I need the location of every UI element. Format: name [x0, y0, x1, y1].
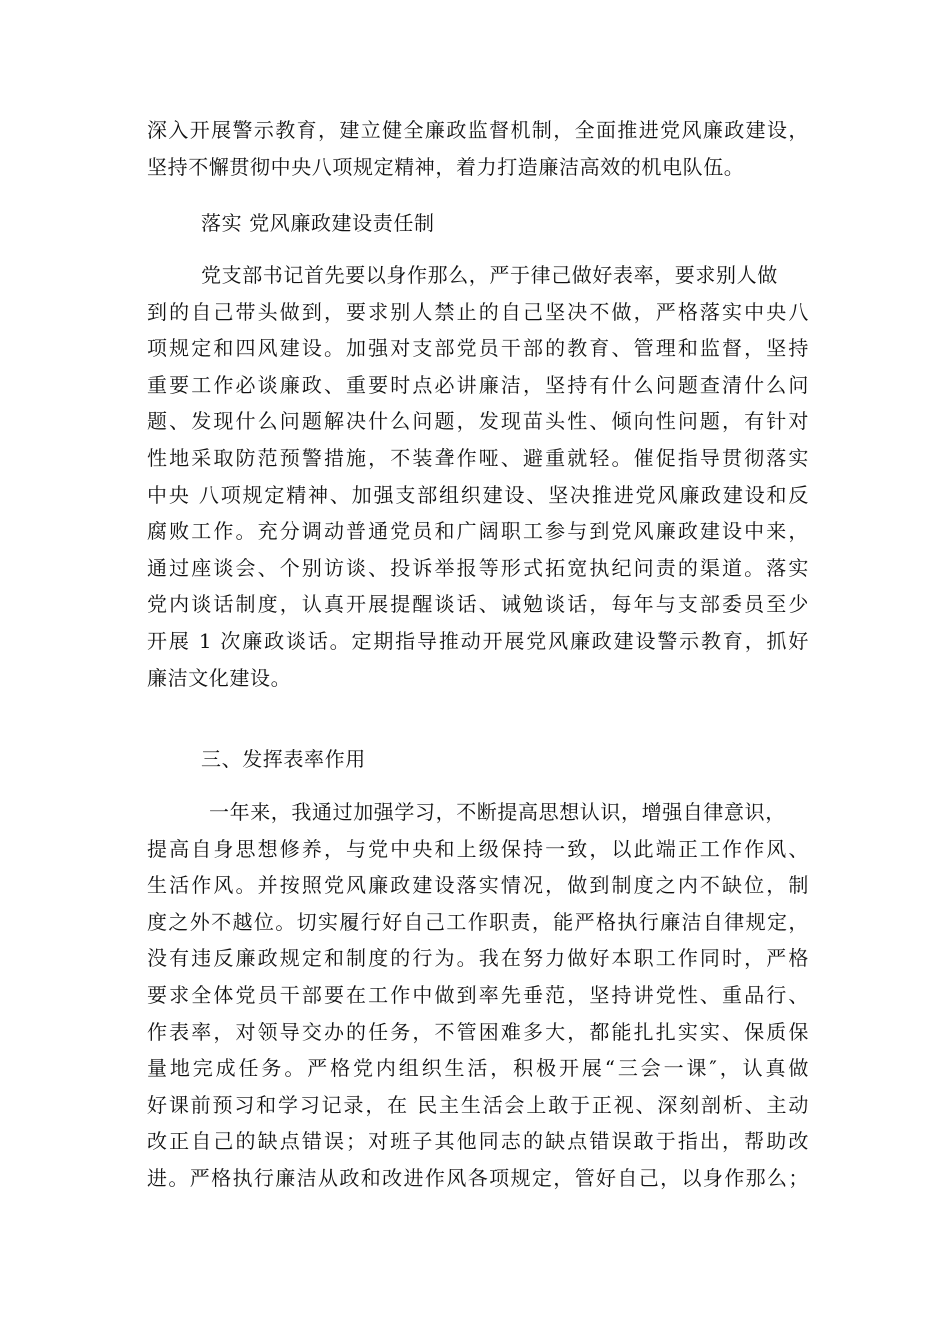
paragraph-line: 廉洁文化建设。 — [147, 665, 292, 690]
paragraph-line: 度之外不越位。切实履行好自己工作职责，能严格执行廉洁自律规定， — [147, 909, 809, 934]
paragraph-line: 重要工作必谈廉政、重要时点必讲廉洁，坚持有什么问题查清什么问 — [147, 372, 809, 397]
intro-paragraph — [147, 112, 809, 185]
paragraph-line: 党支部书记首先要以身作那么，严于律己做好表率，要求别人做 — [201, 263, 778, 287]
paragraph-line: 生活作风。并按照党风廉政建设落实情况，做到制度之内不缺位，制 — [147, 873, 809, 898]
paragraph-line: 党内谈话制度，认真开展提醒谈话、诫勉谈话，每年与支部委员至少 — [147, 592, 809, 617]
paragraph-line: 中央 八项规定精神、加强支部组织建设、坚决推进党风廉政建设和反 — [147, 482, 809, 507]
section-heading-responsibility: 落实 党风廉政建设责任制 — [201, 211, 435, 235]
paragraph-line: 通过座谈会、个别访谈、投诉举报等形式拓宽执纪问责的渠道。落实 — [147, 555, 809, 580]
paragraph-line: 没有违反廉政规定和制度的行为。我在努力做好本职工作同时，严格 — [147, 946, 809, 971]
paragraph-line: 要求全体党员干部要在工作中做到率先垂范，坚持讲党性、重品行、 — [147, 982, 809, 1007]
paragraph-line: 坚持不懈贯彻中央八项规定精神，着力打造廉洁高效的机电队伍。 — [147, 154, 745, 179]
paragraph-line: 性地采取防范预警措施，不装聋作哑、避重就轻。催促指导贯彻落实 — [147, 445, 809, 470]
paragraph-line: 作表率，对领导交办的任务，不管困难多大，都能扎扎实实、保质保 — [147, 1019, 809, 1044]
paragraph-line: 项规定和四风建设。加强对支部党员干部的教育、管理和监督，坚持 — [147, 336, 809, 361]
paragraph-line: 深入开展警示教育，建立健全廉政监督机制，全面推进党风廉政建设， — [147, 118, 809, 142]
paragraph-line: 腐败工作。充分调动普通党员和广阔职工参与到党风廉政建设中来， — [147, 519, 809, 544]
paragraph-line: 题、发现什么问题解决什么问题，发现苗头性、倾向性问题，有针对 — [147, 409, 809, 434]
section-heading-exemplary-role: 三、发挥表率作用 — [201, 747, 366, 771]
paragraph-line: 开展 1 次廉政谈话。定期指导推动开展党风廉政建设警示教育，抓好 — [147, 628, 809, 653]
paragraph-line: 提高自身思想修养，与党中央和上级保持一致，以此端正工作作风、 — [147, 836, 809, 861]
paragraph-line: 到的自己带头做到，要求别人禁止的自己坚决不做，严格落实中央八 — [147, 299, 809, 324]
exemplary-role-paragraph — [147, 794, 809, 1197]
paragraph-line: 一年来，我通过加强学习，不断提高思想认识，增强自律意识， — [209, 800, 786, 824]
paragraph-line: 改正自己的缺点错误；对班子其他同志的缺点错误敢于指出，帮助改 — [147, 1129, 809, 1154]
paragraph-line: 好课前预习和学习记录，在 民主生活会上敢于正视、深刻剖析、主动 — [147, 1092, 809, 1117]
paragraph-line: 进。严格执行廉洁从政和改进作风各项规定，管好自己，以身作那么； — [147, 1165, 809, 1190]
paragraph-line: 量地完成任务。严格党内组织生活，积极开展“三会一课″，认真做 — [147, 1056, 809, 1081]
responsibility-paragraph — [147, 257, 809, 696]
